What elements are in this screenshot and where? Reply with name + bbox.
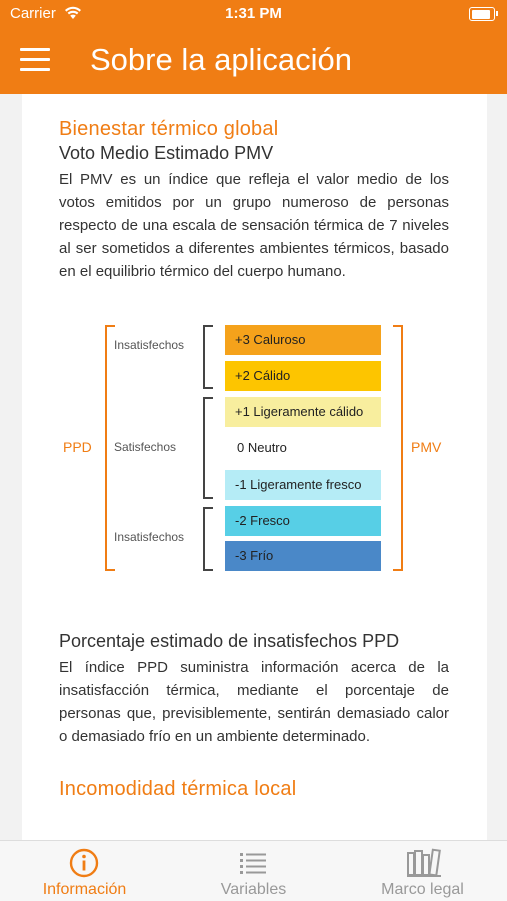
level-label-minus3: -3 Frío <box>235 548 274 563</box>
section-title-incomodidad: Incomodidad térmica local <box>59 778 297 800</box>
tab-marco-legal[interactable] <box>338 841 507 901</box>
group-label-insatisfechos-bottom: Insatisfechos <box>114 530 185 544</box>
level-label-minus2: -2 Fresco <box>235 513 290 528</box>
tab-label-marco-legal: Marco legal <box>381 881 464 898</box>
status-bar <box>0 0 507 28</box>
section-subtitle-pmv: Voto Medio Estimado PMV <box>59 143 274 163</box>
battery-icon <box>469 7 495 21</box>
content-scroll[interactable] <box>59 118 449 801</box>
carrier-label: Carrier <box>10 5 56 22</box>
level-label-plus2: +2 Cálido <box>235 368 291 383</box>
tab-label-variables: Variables <box>220 881 287 898</box>
pmv-description: El PMV es un índice que refleja el valor medio de los votos emitidos por un grupo numeroso de personas respecto de una escala de sensación térmica de 7 niveles al ser sometidos a diferentes ambientes térmicos, basado en el equilibrio térmico del cuerpo humano. <box>59 171 449 280</box>
bracket-satisfechos <box>203 397 213 499</box>
nav-bar <box>0 28 507 94</box>
level-bar-plus1 <box>225 397 381 427</box>
bracket-insatisfechos-bottom <box>203 507 213 571</box>
level-label-zero: 0 Neutro <box>237 440 287 455</box>
level-label-minus1: -1 Ligeramente fresco <box>235 477 362 492</box>
content-card <box>22 94 487 840</box>
level-bar-plus2 <box>225 361 381 391</box>
level-bar-plus3 <box>225 325 381 355</box>
tab-label-informacion: Información <box>42 881 127 898</box>
level-label-plus3: +3 Caluroso <box>235 332 306 347</box>
level-bar-minus1 <box>225 470 381 500</box>
bracket-insatisfechos-top <box>203 325 213 389</box>
level-bar-minus2 <box>225 506 381 536</box>
ppd-description: El índice PPD suministra información acerca de la insatisfacción térmica, mediante el porcentaje de personas que, previsiblemente, sentirán demasiado calor o demasiado frío en un ambiente determinado. <box>59 659 449 745</box>
level-bar-zero <box>225 433 381 463</box>
tab-bar <box>0 840 507 901</box>
section-subtitle-ppd: Porcentaje estimado de insatisfechos PPD <box>59 631 400 651</box>
tab-informacion[interactable] <box>0 841 169 901</box>
pmv-label: PMV <box>411 439 442 455</box>
books-icon <box>406 847 442 879</box>
section-title-bienestar: Bienestar térmico global <box>59 118 279 140</box>
group-label-insatisfechos-top: Insatisfechos <box>114 338 185 352</box>
page-title: Sobre la aplicación <box>90 42 352 77</box>
pmv-bracket <box>393 325 403 571</box>
pmv-ppd-diagram <box>59 325 449 585</box>
group-label-satisfechos: Satisfechos <box>114 440 177 454</box>
info-icon <box>68 847 100 879</box>
level-label-plus1: +1 Ligeramente cálido <box>235 404 364 419</box>
level-bar-minus3 <box>225 541 381 571</box>
clock: 1:31 PM <box>225 5 282 22</box>
list-icon <box>237 847 269 879</box>
ppd-label: PPD <box>63 439 92 455</box>
hamburger-menu-icon[interactable] <box>20 48 50 72</box>
tab-variables[interactable] <box>169 841 338 901</box>
